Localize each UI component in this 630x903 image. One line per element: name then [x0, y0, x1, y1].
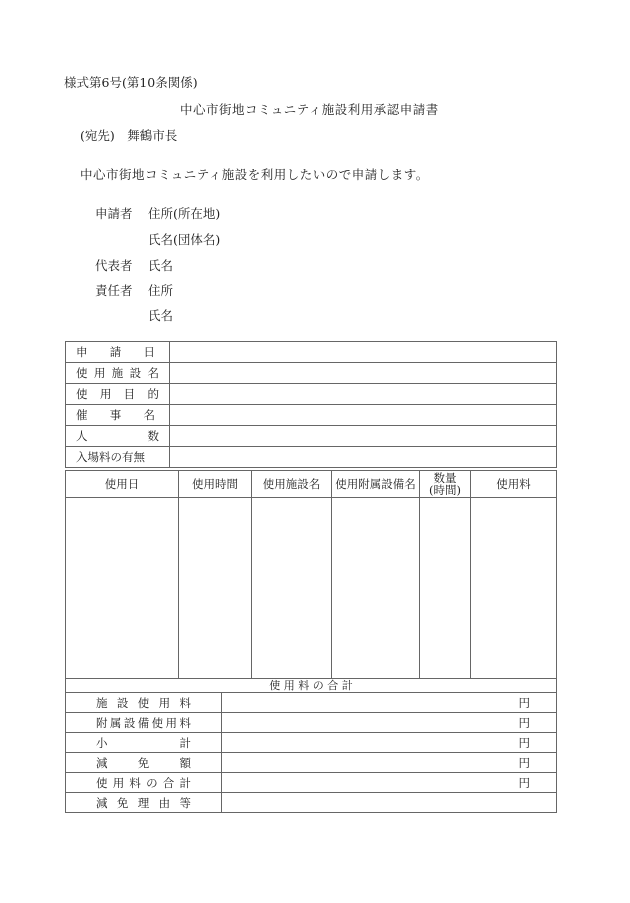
header-quantity-unit: (時間): [429, 483, 461, 497]
label-char: 使: [76, 387, 88, 401]
label-char: 減: [96, 755, 108, 770]
label-char: 属: [109, 715, 122, 730]
summary-row: [66, 793, 557, 813]
label-char: 目: [123, 387, 136, 401]
label-char: 料: [129, 775, 141, 790]
label-char: 施: [111, 366, 124, 380]
label-char: 名: [147, 366, 159, 380]
label-char: 人: [76, 429, 88, 443]
usage-date-cell[interactable]: [66, 498, 179, 679]
label-char: 日: [143, 345, 155, 359]
label-char: 用: [93, 366, 106, 380]
header-quantity-label: 数量: [433, 471, 457, 485]
label-char: の: [146, 775, 158, 790]
equipment-name-cell[interactable]: [332, 498, 420, 679]
summary-row: [66, 733, 557, 753]
label-char: 用: [158, 695, 171, 710]
summary-amount-cell[interactable]: [222, 713, 557, 733]
label-char: 施: [96, 695, 108, 710]
yen-unit: 円: [518, 755, 530, 770]
label-char: 額: [179, 755, 191, 770]
summary-row-label: [66, 793, 222, 813]
label-char: 合: [162, 775, 175, 790]
label-char: 備: [137, 715, 150, 730]
responsible-name-label: 氏名: [148, 308, 174, 323]
yen-unit: 円: [518, 695, 530, 710]
summary-amount-cell[interactable]: [222, 693, 557, 713]
label-char: 計: [179, 735, 191, 750]
usage-entry-row: [66, 498, 557, 679]
label-char: 由: [158, 795, 171, 810]
label-char: 附: [96, 715, 108, 730]
summary-amount-cell[interactable]: [222, 793, 557, 813]
summary-row: [66, 773, 557, 793]
info-row: [66, 447, 557, 468]
summary-row-label: [66, 693, 222, 713]
info-row-label: [66, 363, 170, 384]
label-char: 的: [147, 387, 159, 401]
label-char: 用: [165, 715, 178, 730]
facility-name-cell[interactable]: [252, 498, 332, 679]
info-row-value[interactable]: [170, 447, 557, 468]
label-char: 料: [179, 695, 191, 710]
applicant-name-label: 氏名(団体名): [148, 232, 221, 247]
summary-amount-cell[interactable]: [222, 773, 557, 793]
label-char: 減: [96, 795, 108, 810]
summary-row-label: [66, 733, 222, 753]
header-quantity: [420, 471, 471, 498]
quantity-cell[interactable]: [420, 498, 471, 679]
header-equipment-name: 使用附属設備名: [332, 471, 420, 498]
label-char: 催: [76, 408, 88, 422]
info-row: [66, 342, 557, 363]
summary-row: [66, 713, 557, 733]
form-number: 様式第6号(第10条関係): [64, 75, 198, 90]
label-char: 理: [137, 795, 150, 810]
info-table: [65, 341, 557, 468]
label-char: 名: [143, 408, 155, 422]
info-row-label: [66, 405, 170, 426]
label-char: 免: [116, 795, 129, 810]
label-char: 請: [109, 345, 122, 359]
yen-unit: 円: [518, 735, 530, 750]
label-char: 申: [76, 345, 88, 359]
representative-label: 代表者: [95, 258, 133, 273]
label-char: 用: [112, 775, 125, 790]
header-usage-fee: 使用料: [471, 471, 557, 498]
summary-amount-cell[interactable]: [222, 753, 557, 773]
summary-row-label: [66, 753, 222, 773]
usage-table: [65, 470, 557, 679]
label-char: 等: [179, 795, 191, 810]
summary-table: [65, 678, 557, 813]
info-row-value[interactable]: [170, 426, 557, 447]
summary-title: 使 用 料 の 合 計: [66, 679, 557, 693]
header-usage-time: 使用時間: [179, 471, 252, 498]
usage-fee-cell[interactable]: [471, 498, 557, 679]
responsible-address-label: 住所: [148, 283, 174, 298]
application-statement: 中心市街地コミュニティ施設を利用したいので申請します。: [80, 167, 429, 182]
info-row-value[interactable]: [170, 384, 557, 405]
info-row-label: [66, 426, 170, 447]
label-char: 使: [151, 715, 164, 730]
responsible-label: 責任者: [95, 283, 133, 298]
label-char: 設: [123, 715, 136, 730]
applicant-address-label: 住所(所在地): [148, 206, 221, 221]
usage-time-cell[interactable]: [179, 498, 252, 679]
yen-unit: 円: [518, 715, 530, 730]
summary-title-row: [66, 679, 557, 693]
label-char: 入場料の有無: [76, 450, 145, 464]
summary-row: [66, 693, 557, 713]
label-char: 計: [179, 775, 191, 790]
label-char: 免: [137, 755, 150, 770]
usage-header-row: [66, 471, 557, 498]
label-char: 設: [116, 695, 129, 710]
form-title: 中心市街地コミュニティ施設利用承認申請書: [180, 102, 439, 117]
header-facility-name: 使用施設名: [252, 471, 332, 498]
representative-name-label: 氏名: [148, 258, 174, 273]
addressee: (宛先) 舞鶴市長: [80, 128, 178, 143]
info-row: [66, 384, 557, 405]
info-row-value[interactable]: [170, 363, 557, 384]
info-row-label: [66, 447, 170, 468]
label-char: 使: [96, 775, 108, 790]
summary-row-label: [66, 773, 222, 793]
summary-row-label: [66, 713, 222, 733]
label-char: 使: [137, 695, 150, 710]
info-row: [66, 405, 557, 426]
label-char: 設: [129, 366, 142, 380]
applicant-label: 申請者: [95, 206, 133, 221]
info-row-label: [66, 384, 170, 405]
label-char: 料: [179, 715, 191, 730]
yen-unit: 円: [518, 775, 530, 790]
info-row: [66, 363, 557, 384]
label-char: 小: [96, 735, 108, 750]
header-usage-date: 使用日: [66, 471, 179, 498]
label-char: 数: [147, 429, 159, 443]
info-row-value[interactable]: [170, 405, 557, 426]
summary-row: [66, 753, 557, 773]
info-row-label: [66, 342, 170, 363]
label-char: 事: [109, 408, 122, 422]
label-char: 使: [76, 366, 88, 380]
info-row: [66, 426, 557, 447]
label-char: 用: [99, 387, 112, 401]
summary-amount-cell[interactable]: [222, 733, 557, 753]
info-row-value[interactable]: [170, 342, 557, 363]
